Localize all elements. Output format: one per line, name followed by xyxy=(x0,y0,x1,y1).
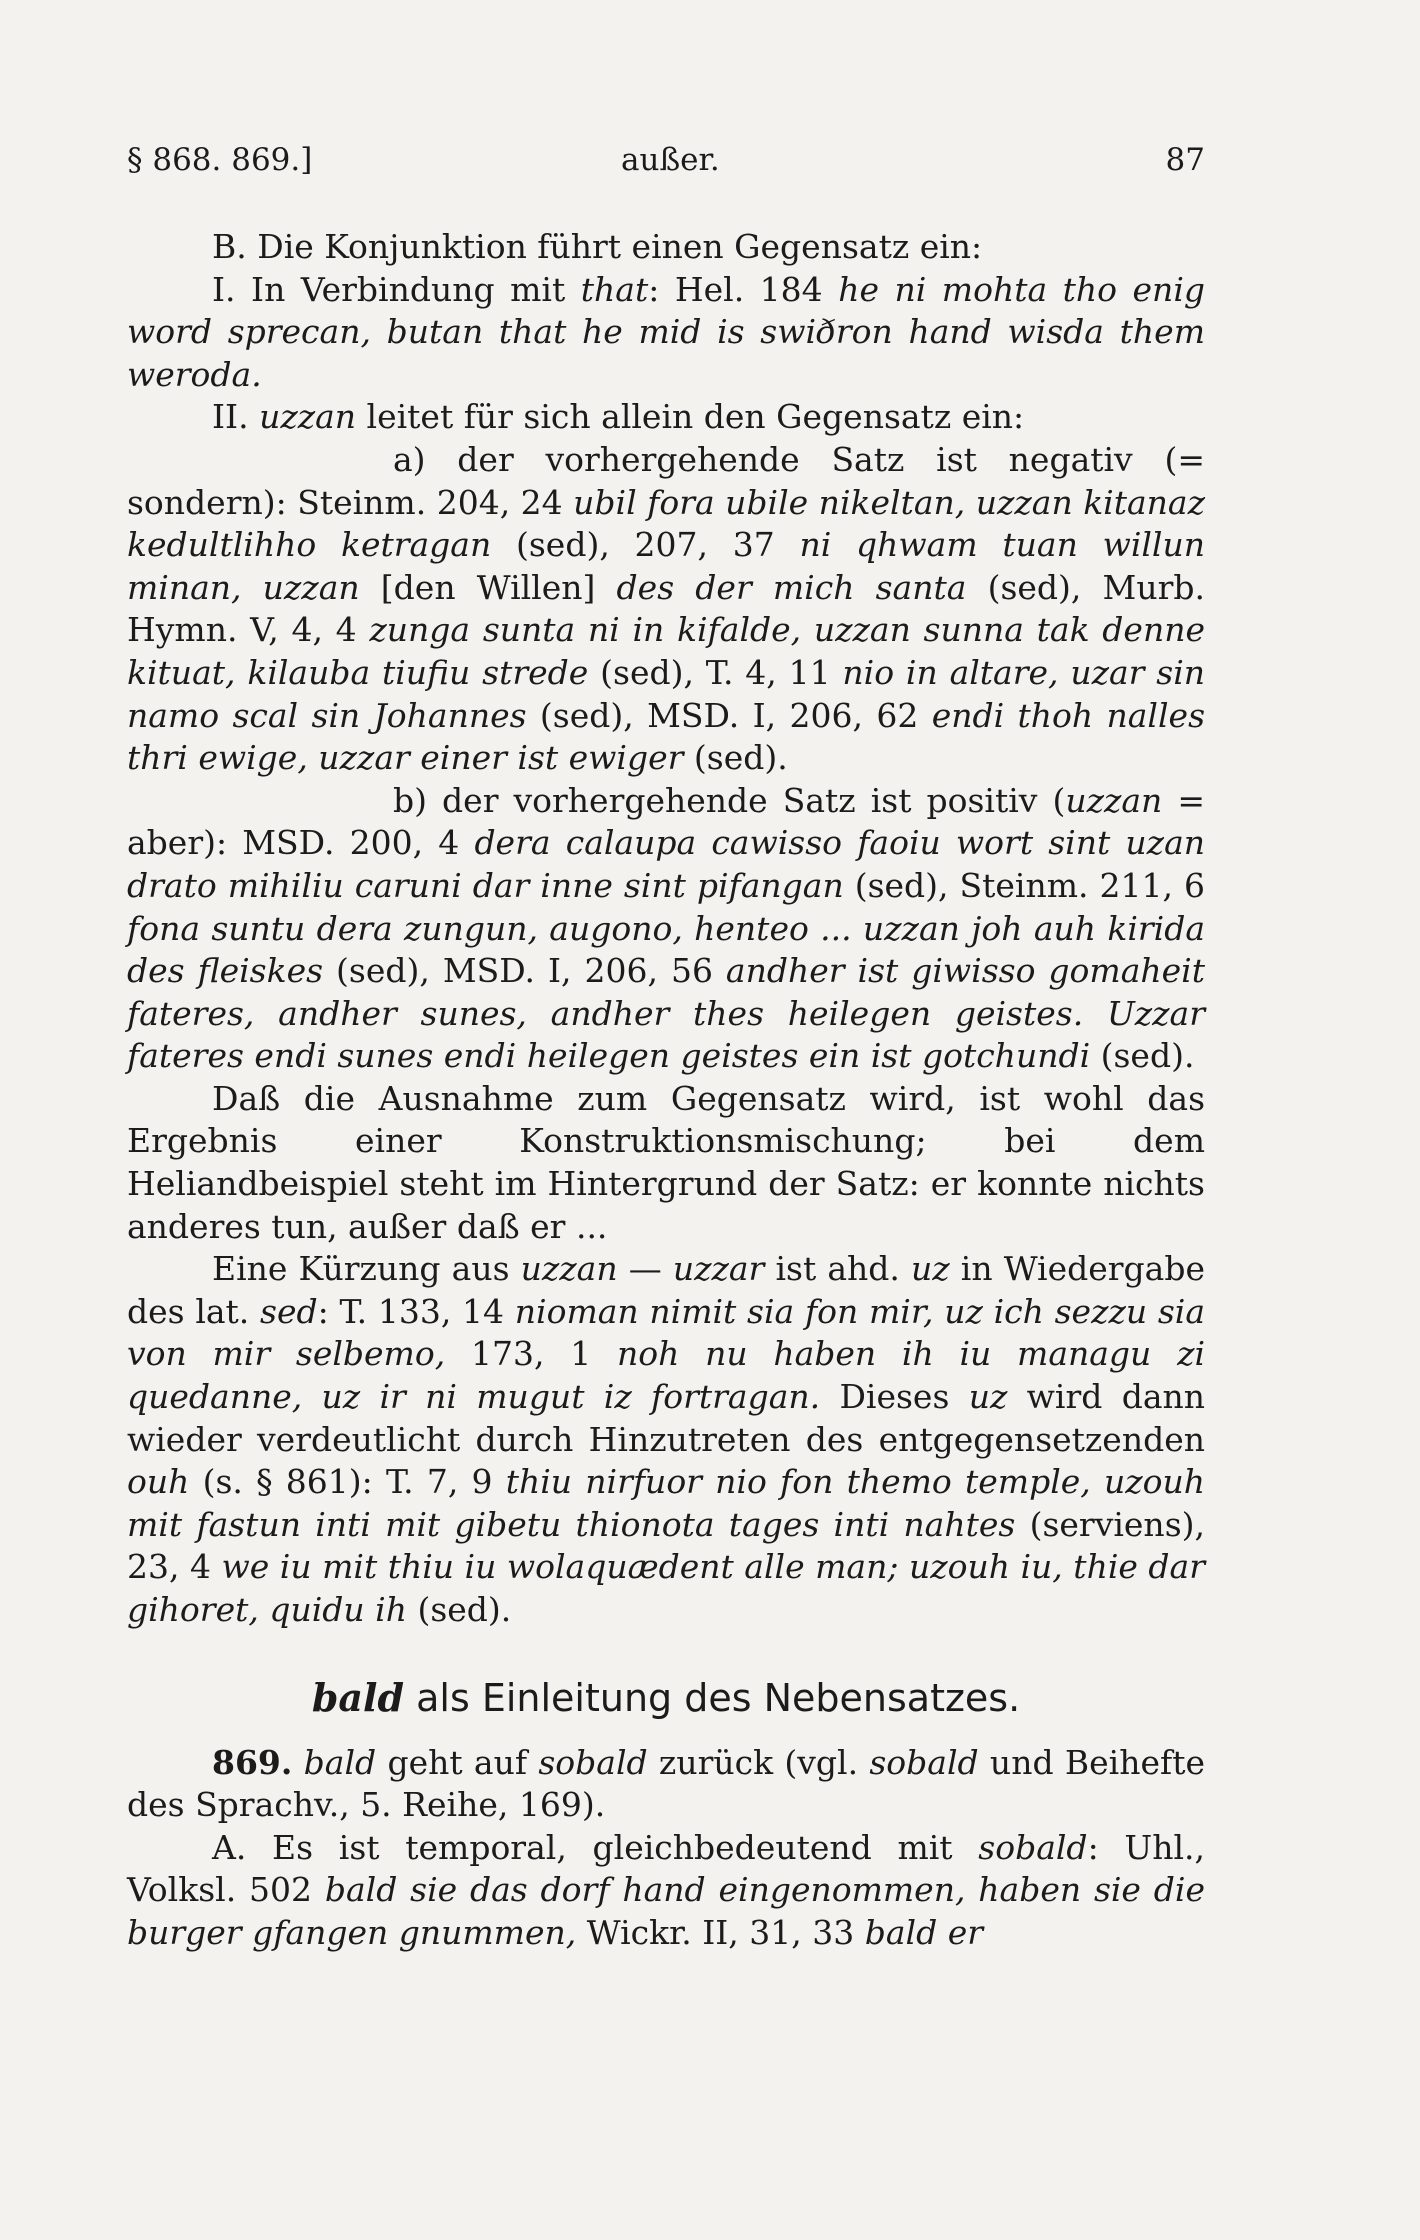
text-run: Daß die Ausnahme zum Gegensatz wird, ist wohl das Ergebnis einer Konstruktionsmischung; bei dem Heliandbeispiel steht im Hintergrund der Satz: er konnte nichts anderes tun, außer daß er ... xyxy=(127,1078,1205,1246)
italic-text: bald sie das dorf hand eingenommen, haben sie die burger gfangen gnummen, xyxy=(127,1870,1205,1952)
italic-text: ubil fora ubile nikeltan, uzzan kitanaz kedultlihho ketragan xyxy=(127,482,1205,565)
italic-text: uzzan xyxy=(520,1249,618,1289)
paragraph xyxy=(127,226,1205,269)
text-run: und Beihefte des Sprachv., 5. Reihe, 169). xyxy=(127,1742,1205,1825)
italic-text: thiu nirfuor nio fon themo temple, uzouh mit fastun inti mit gibetu thionota tages inti nahtes xyxy=(127,1462,1205,1544)
italic-text: des der mich santa xyxy=(616,567,967,607)
paragraph xyxy=(127,1078,1205,1248)
text-run: = aber): MSD. 200, 4 xyxy=(127,780,1206,863)
text-run: (sed). xyxy=(683,738,788,778)
text-run: : Uhl., Volksl. 502 xyxy=(127,1827,1205,1910)
italic-text: ouh xyxy=(127,1462,190,1502)
text-run: (sed). xyxy=(406,1590,512,1629)
text-run: I. In Verbindung mit xyxy=(212,269,581,309)
text-run: (sed). xyxy=(1090,1036,1195,1076)
heading-rest: als Einleitung des Nebensatzes. xyxy=(404,1675,1021,1720)
text-run: [den Willen] xyxy=(359,567,617,607)
text-run: (sed), Steinm. 211, 6 xyxy=(843,865,1205,905)
italic-text: uzzan xyxy=(1065,780,1163,820)
section-heading xyxy=(127,1674,1205,1722)
text-run: a) der vorhergehende Satz ist negativ (= sondern): Steinm. 204, 24 xyxy=(127,439,1205,522)
italic-text: that xyxy=(580,269,649,309)
text-run: Wickr. II, 31, 33 xyxy=(576,1912,865,1952)
paragraph xyxy=(127,780,1205,1078)
text-run: (sed), Murb. Hymn. V, 4, 4 xyxy=(127,567,1205,650)
page-number: 87 xyxy=(1165,142,1205,178)
text-run xyxy=(292,1743,303,1782)
italic-text: sed xyxy=(260,1291,318,1331)
text-run: (serviens), 23, 4 xyxy=(127,1504,1205,1587)
paragraph xyxy=(127,396,1205,439)
italic-text: uzzan xyxy=(259,397,357,437)
italic-text: dera calaupa cawisso faoiu wort sint uzan drato mihiliu caruni dar inne sint pifangan xyxy=(127,823,1205,905)
text-run: zurück (vgl. xyxy=(647,1742,870,1782)
italic-text: zunga sunta ni in kifalde, uzzan sunna tak denne kituat, kilauba tiufiu strede xyxy=(127,610,1205,692)
italic-text: andher ist giwisso gomaheit fateres, andher sunes, andher thes heilegen geistes. Uzzar fateres endi sunes endi heilegen geistes ein ist gotchundi xyxy=(127,951,1205,1076)
text-run: ist ahd. xyxy=(764,1249,912,1289)
text-run: Dieses xyxy=(820,1377,969,1417)
text-run: geht auf xyxy=(376,1742,539,1782)
italic-text: sobald xyxy=(869,1742,979,1782)
paragraph xyxy=(127,269,1205,397)
text-run: (sed), MSD. I, 206, 56 xyxy=(323,951,726,991)
text-run: wird dann wieder verdeutlicht durch Hinzutreten des entgegensetzenden xyxy=(127,1377,1205,1459)
italic-text: nioman nimit sia fon mir, uz ich sezzu sia von mir selbemo, xyxy=(127,1291,1205,1374)
italic-text: bald xyxy=(303,1742,377,1782)
italic-text: he ni mohta tho enig word sprecan, butan that he mid is swiðron hand wisda them weroda. xyxy=(127,269,1205,394)
text-run: b) der vorhergehende Satz ist positiv ( xyxy=(393,780,1066,820)
text-run: 173, 1 xyxy=(445,1334,617,1374)
text-block-868 xyxy=(127,226,1205,1632)
text-run: (sed), T. 4, 11 xyxy=(588,652,843,692)
italic-text: uz xyxy=(968,1377,1008,1417)
italic-text: uz xyxy=(911,1249,950,1289)
text-run: : T. 133, 14 xyxy=(317,1291,515,1331)
text-run: — xyxy=(617,1249,673,1289)
running-title: außer. xyxy=(621,142,720,178)
paragraph xyxy=(127,1248,1205,1631)
text-block-869 xyxy=(127,1742,1205,1955)
text-run: in Wiedergabe des lat. xyxy=(127,1249,1206,1331)
text-run: A. Es ist temporal, gleichbedeutend mit xyxy=(212,1827,979,1867)
text-run: Eine Kürzung aus xyxy=(212,1249,521,1289)
italic-text: ni qhwam tuan willun minan, uzzan xyxy=(127,525,1205,607)
paragraph xyxy=(127,439,1205,780)
text-run: leitet für sich allein den Gegensatz ein: xyxy=(356,397,1025,437)
running-header xyxy=(127,142,1205,192)
italic-text: nio in altare, uzar sin namo scal sin Johannes xyxy=(127,652,1206,735)
section-ref: § 868. 869.] xyxy=(127,142,313,178)
text-run: : Hel. 184 xyxy=(648,269,839,309)
page-body xyxy=(127,226,1205,1955)
italic-text: sobald xyxy=(538,1742,648,1782)
italic-text: we iu mit thiu iu wolaquædent alle man; uzouh iu, thie dar gihoret, quidu ih xyxy=(127,1547,1205,1629)
italic-text: endi thoh nalles thri ewige, uzzar einer ist ewiger xyxy=(127,695,1205,778)
italic-text: uzzar xyxy=(672,1249,765,1289)
text-run: (s. § 861): T. 7, 9 xyxy=(189,1462,506,1502)
text-run: (sed), 207, 37 xyxy=(491,525,800,565)
heading-keyword: bald xyxy=(311,1674,405,1720)
italic-text: bald er xyxy=(864,1912,984,1952)
text-run: (sed), MSD. I, 206, 62 xyxy=(526,695,932,735)
italic-text: fona suntu dera zungun, augono, henteo ... uzzan joh auh kirida des fleiskes xyxy=(127,908,1205,991)
section-number: 869. xyxy=(212,1742,293,1782)
paragraph xyxy=(127,1827,1205,1955)
italic-text: noh nu haben ih iu managu zi quedanne, uz ir ni mugut iz fortragan. xyxy=(127,1334,1206,1417)
paragraph xyxy=(127,1742,1205,1827)
italic-text: sobald xyxy=(978,1827,1088,1867)
text-run: B. Die Konjunktion führt einen Gegensatz ein: xyxy=(212,227,983,266)
text-run: II. xyxy=(212,397,260,437)
